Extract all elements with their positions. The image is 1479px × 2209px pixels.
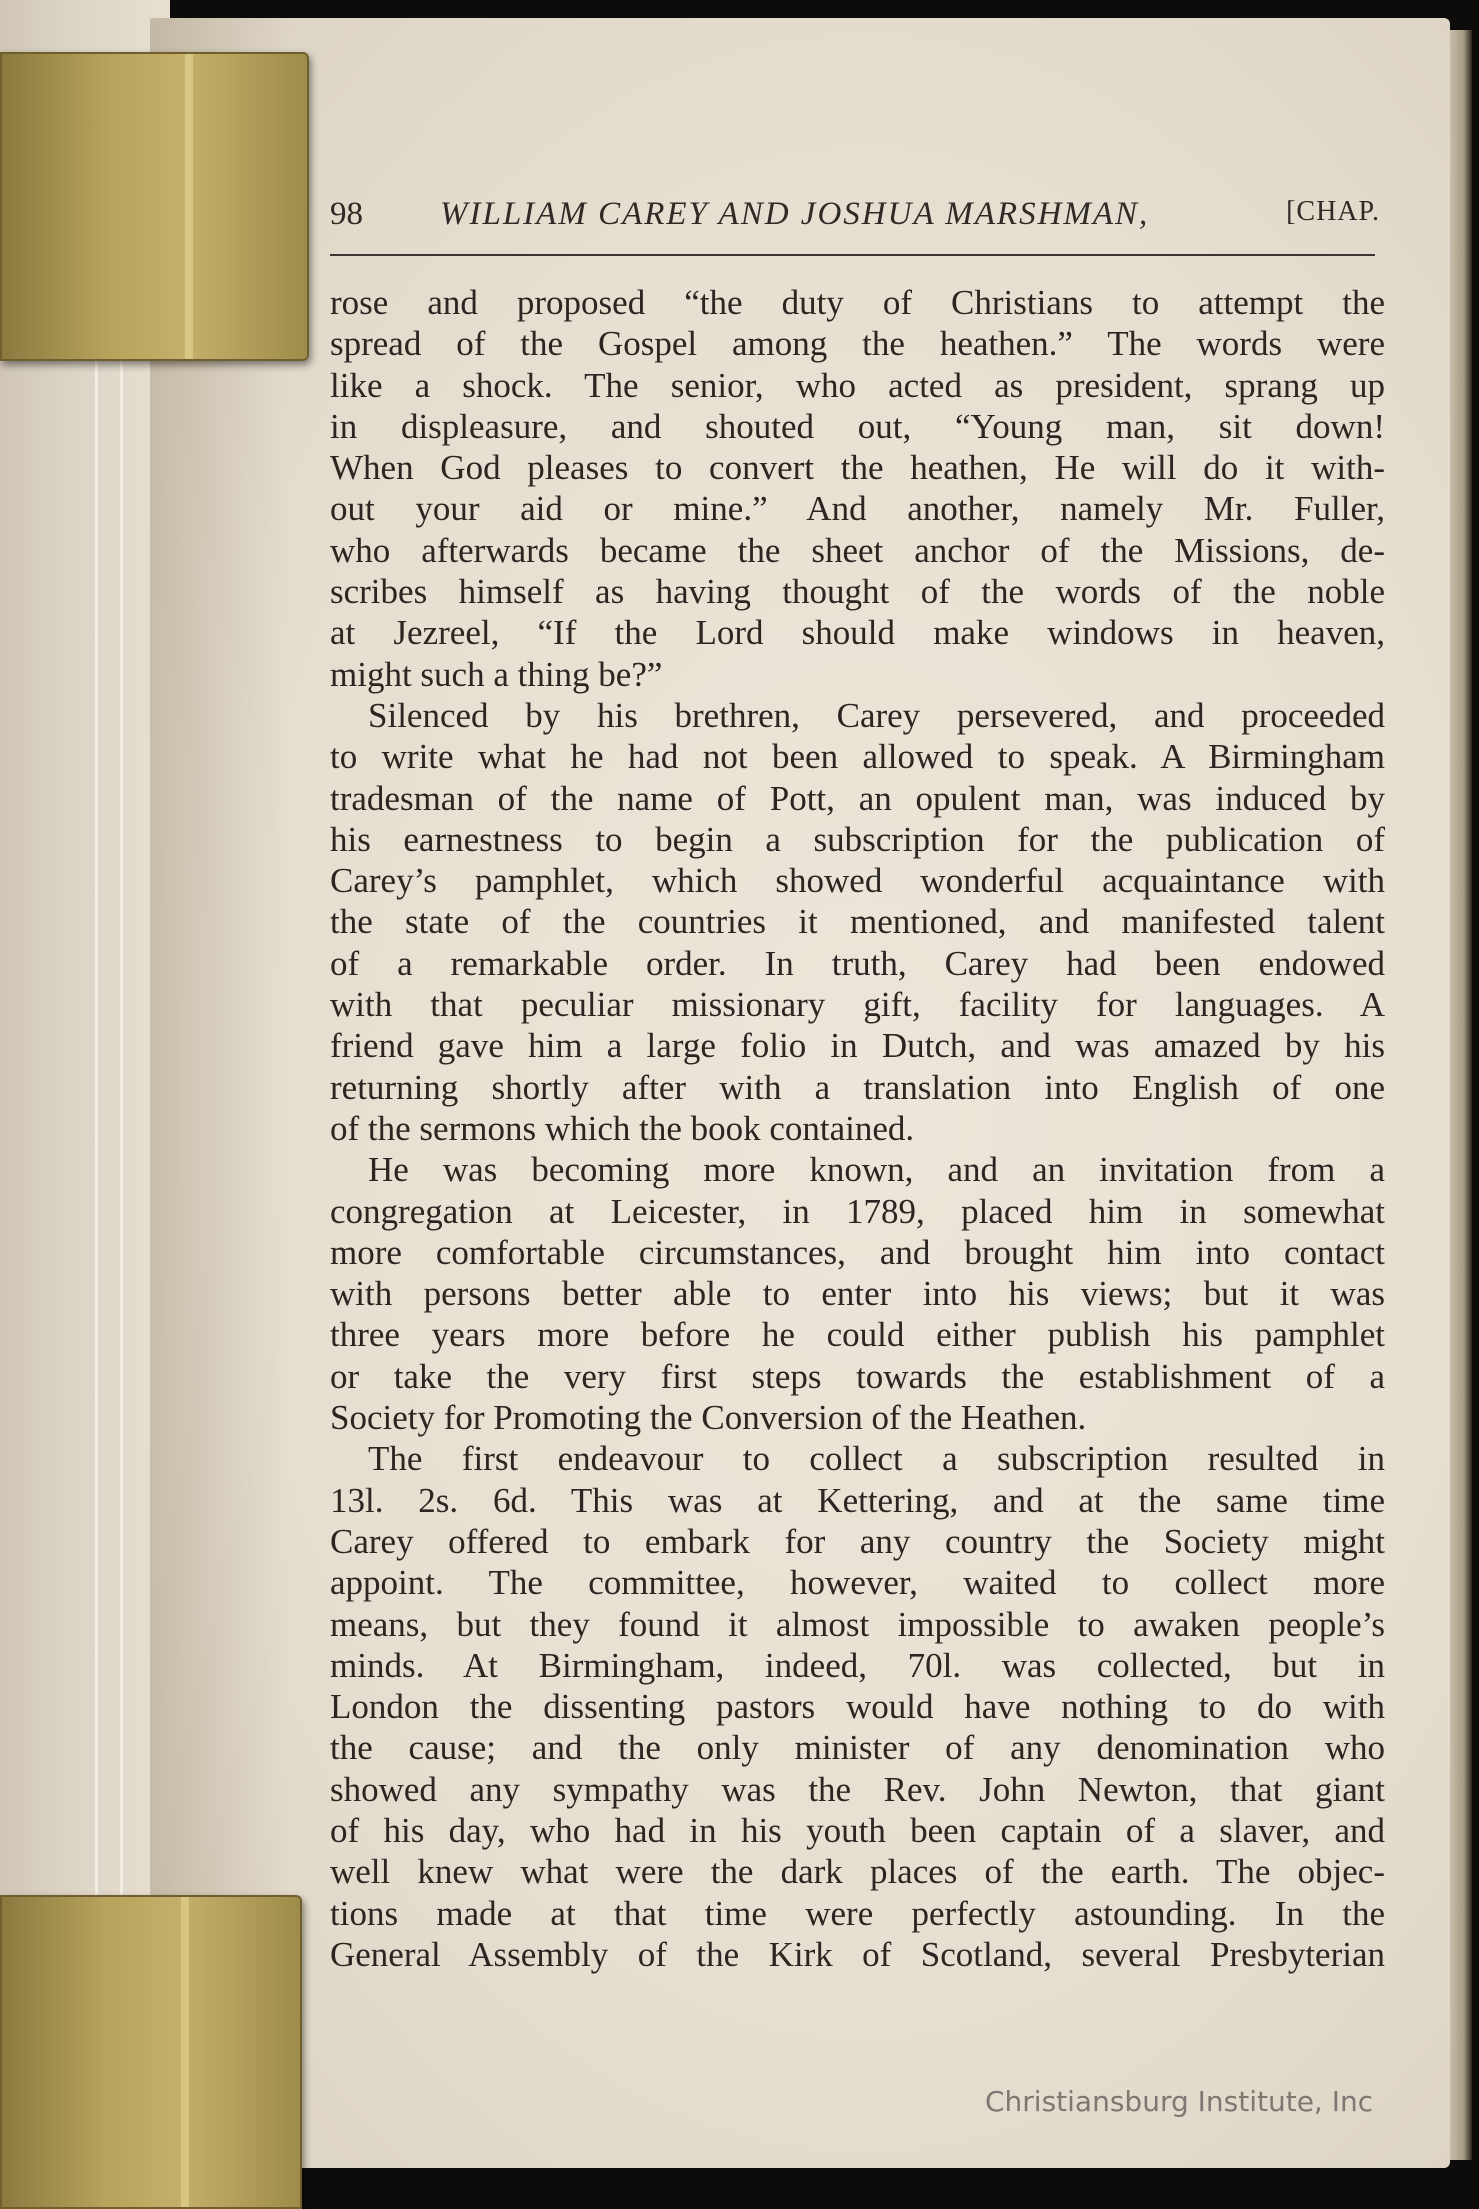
text-line: with that peculiar missionary gift, facility for languages. A (330, 985, 1385, 1025)
running-header (330, 196, 1380, 240)
text-line: three years more before he could either publish his pamphlet (330, 1315, 1385, 1355)
text-line: When God pleases to convert the heathen, He will do it with- (330, 448, 1385, 488)
text-line: of a remarkable order. In truth, Carey had been endowed (330, 943, 1385, 983)
text-line: 13l. 2s. 6d. This was at Kettering, and at the same time (330, 1480, 1385, 1520)
text-line: well knew what were the dark places of the earth. The objec- (330, 1852, 1385, 1892)
text-line: out your aid or mine.” And another, namely Mr. Fuller, (330, 489, 1385, 529)
text-line: of the sermons which the book contained. (330, 1108, 915, 1148)
text-line: Society for Promoting the Conversion of the Heathen. (330, 1398, 1087, 1438)
text-line: or take the very first steps towards the establishment of a (330, 1356, 1385, 1396)
text-line: friend gave him a large folio in Dutch, and was amazed by his (330, 1026, 1385, 1066)
text-line: appoint. The committee, however, waited to collect more (330, 1563, 1385, 1603)
text-line: might such a thing be?” (330, 654, 663, 694)
text-line: returning shortly after with a translation into English of one (330, 1067, 1385, 1107)
page-edge-stripe (120, 340, 123, 1940)
page-number: 98 (330, 196, 363, 232)
text-line: scribes himself as having thought of the words of the noble (330, 572, 1385, 612)
watermark: Christiansburg Institute, Inc (985, 2085, 1374, 2118)
text-line: rose and proposed “the duty of Christians to attempt the (330, 283, 1385, 322)
text-line: in displeasure, and shouted out, “Young man, sit down! (330, 406, 1385, 446)
book-page-stack-right (1450, 30, 1472, 2160)
text-line: tions made at that time were perfectly astounding. In the (330, 1893, 1385, 1933)
text-line: like a shock. The senior, who acted as president, sprang up (330, 365, 1385, 405)
text-line: the state of the countries it mentioned, and manifested talent (330, 902, 1385, 942)
page-clip-bottom (0, 1895, 302, 2209)
text-line: The first endeavour to collect a subscription resulted in (368, 1439, 1385, 1479)
text-line: spread of the Gospel among the heathen.” The words were (330, 324, 1385, 364)
page-clip-top (0, 52, 309, 361)
text-line: means, but they found it almost impossible to awaken people’s (330, 1604, 1385, 1644)
text-line: minds. At Birmingham, indeed, 70l. was collected, but in (330, 1645, 1385, 1685)
text-line: Carey offered to embark for any country the Society might (330, 1521, 1385, 1561)
text-line: He was becoming more known, and an invitation from a (368, 1150, 1385, 1190)
text-line: more comfortable circumstances, and brought him into contact (330, 1232, 1385, 1272)
text-line: with persons better able to enter into his views; but it was (330, 1274, 1385, 1314)
text-line: Silenced by his brethren, Carey persevered, and proceeded (368, 695, 1385, 735)
text-line: Carey’s pamphlet, which showed wonderful acquaintance with (330, 861, 1385, 901)
text-line: to write what he had not been allowed to speak. A Birmingham (330, 737, 1385, 777)
text-line: London the dissenting pastors would have nothing to do with (330, 1687, 1385, 1727)
running-title: WILLIAM CAREY AND JOSHUA MARSHMAN, (440, 196, 1150, 232)
text-line: his earnestness to begin a subscription for the publication of (330, 819, 1385, 859)
text-line: tradesman of the name of Pott, an opulent man, was induced by (330, 778, 1385, 818)
text-line: the cause; and the only minister of any denomination who (330, 1728, 1385, 1768)
text-line: showed any sympathy was the Rev. John Newton, that giant (330, 1769, 1385, 1809)
text-line: at Jezreel, “If the Lord should make windows in heaven, (330, 613, 1385, 653)
text-line: of his day, who had in his youth been captain of a slaver, and (330, 1810, 1385, 1850)
text-line: who afterwards became the sheet anchor of the Missions, de- (330, 530, 1385, 570)
page-edge-stripe (95, 340, 98, 1940)
chapter-abbrev: [CHAP. (1286, 196, 1380, 227)
text-line: General Assembly of the Kirk of Scotland, several Presbyterian (330, 1934, 1385, 1974)
text-line: congregation at Leicester, in 1789, placed him in somewhat (330, 1191, 1385, 1231)
body-text (330, 282, 1385, 1975)
header-rule (330, 254, 1375, 256)
